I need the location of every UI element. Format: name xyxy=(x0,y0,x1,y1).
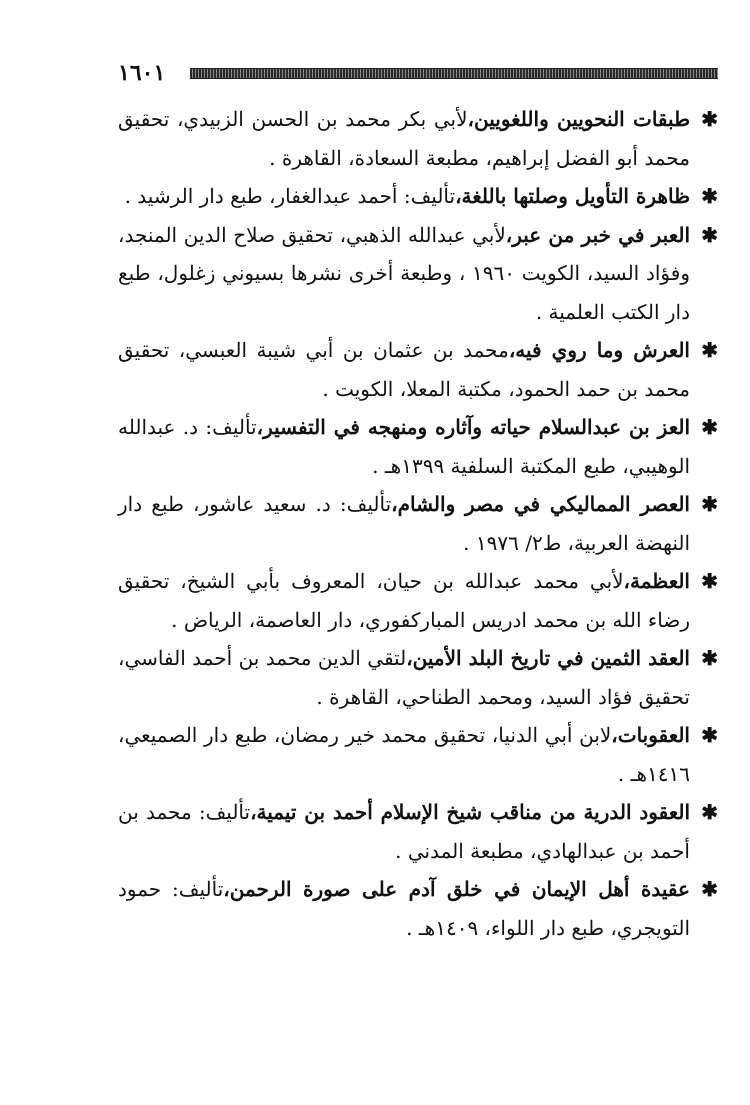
entry-text: محمد بن عثمان بن أبي شيبة العبسي، تحقيق محمد بن حمد الحمود، مكتبة المعلا، الكويت . xyxy=(118,338,690,401)
page-header xyxy=(118,58,718,88)
entry-title: العصر المماليكي في مصر والشام، xyxy=(391,492,690,516)
entry-title: العقود الدرية من مناقب شيخ الإسلام أحمد بن تيمية، xyxy=(250,800,690,824)
bibliography-entry xyxy=(118,562,718,639)
asterisk-icon: ✱ xyxy=(701,222,718,247)
asterisk-icon: ✱ xyxy=(701,646,718,670)
entry-title: العبر في خبر من عبر، xyxy=(505,222,690,247)
entry-text: لأبي بكر محمد بن الحسن الزبيدي، تحقيق محمد أبو الفضل إبراهيم، مطبعة السعادة، القاهرة . xyxy=(118,107,690,170)
entry-title: ظاهرة التأويل وصلتها باللغة، xyxy=(455,184,690,208)
entry-title: عقيدة أهل الإيمان في خلق آدم على صورة الرحمن، xyxy=(223,877,690,901)
entry-text: لتقي الدين محمد بن أحمد الفاسي، تحقيق فؤاد السيد، ومحمد الطناحي، القاهرة . xyxy=(118,646,690,709)
bibliography-entry xyxy=(118,408,718,485)
page-number: ١٦٠١ xyxy=(118,60,166,86)
bibliography-entry xyxy=(118,177,718,216)
bibliography-entry xyxy=(118,870,718,947)
entry-text: لأبي عبدالله الذهبي، تحقيق صلاح الدين المنجد، وفؤاد السيد، الكويت ١٩٦٠ ، وطبعة أخرى نشرها بسيوني زغلول، طبع دار الكتب العلمية . xyxy=(118,222,690,324)
entry-text: تأليف: أحمد عبدالغفار، طبع دار الرشيد . xyxy=(124,184,456,208)
bibliography-entry xyxy=(118,216,718,332)
bibliography-entry xyxy=(118,100,718,177)
bibliography-entry xyxy=(118,793,718,870)
entry-title: العظمة، xyxy=(623,569,690,593)
asterisk-icon: ✱ xyxy=(701,800,718,824)
bibliography-list xyxy=(118,100,718,947)
asterisk-icon: ✱ xyxy=(701,338,718,362)
entry-text: لأبي محمد عبدالله بن حيان، المعروف بأبي الشيخ، تحقيق رضاء الله بن محمد ادريس المباركفوري، دار العاصمة، الرياض . xyxy=(118,569,690,632)
header-rule xyxy=(190,68,718,79)
entry-title: العرش وما روي فيه، xyxy=(508,338,690,362)
asterisk-icon: ✱ xyxy=(701,107,718,131)
asterisk-icon: ✱ xyxy=(701,569,718,593)
asterisk-icon: ✱ xyxy=(701,415,718,439)
entry-text: تأليف: د. سعيد عاشور، طبع دار النهضة العربية، ط٢/ ١٩٧٦ . xyxy=(118,492,690,555)
entry-title: العز بن عبدالسلام حياته وآثاره ومنهجه في التفسير، xyxy=(256,415,691,439)
entry-title: العقد الثمين في تاريخ البلد الأمين، xyxy=(406,646,690,670)
entry-text: تأليف: محمد بن أحمد بن عبدالهادي، مطبعة المدني . xyxy=(118,800,690,863)
bibliography-entry xyxy=(118,716,718,793)
asterisk-icon: ✱ xyxy=(701,723,718,747)
bibliography-entry xyxy=(118,639,718,716)
bibliography-entry xyxy=(118,485,718,562)
bibliography-entry xyxy=(118,331,718,408)
asterisk-icon: ✱ xyxy=(701,877,718,901)
entry-text: تأليف: د. عبدالله الوهيبي، طبع المكتبة السلفية ١٣٩٩هـ . xyxy=(118,415,690,478)
entry-title: طبقات النحويين واللغويين، xyxy=(467,107,690,131)
entry-title: العقوبات، xyxy=(611,723,690,747)
asterisk-icon: ✱ xyxy=(701,492,718,516)
asterisk-icon: ✱ xyxy=(701,184,718,208)
entry-text: تأليف: حمود التويجري، طبع دار اللواء، ١٤٠٩هـ . xyxy=(118,877,690,940)
entry-text: لابن أبي الدنيا، تحقيق محمد خير رمضان، طبع دار الصميعي، ١٤١٦هـ . xyxy=(118,723,690,786)
